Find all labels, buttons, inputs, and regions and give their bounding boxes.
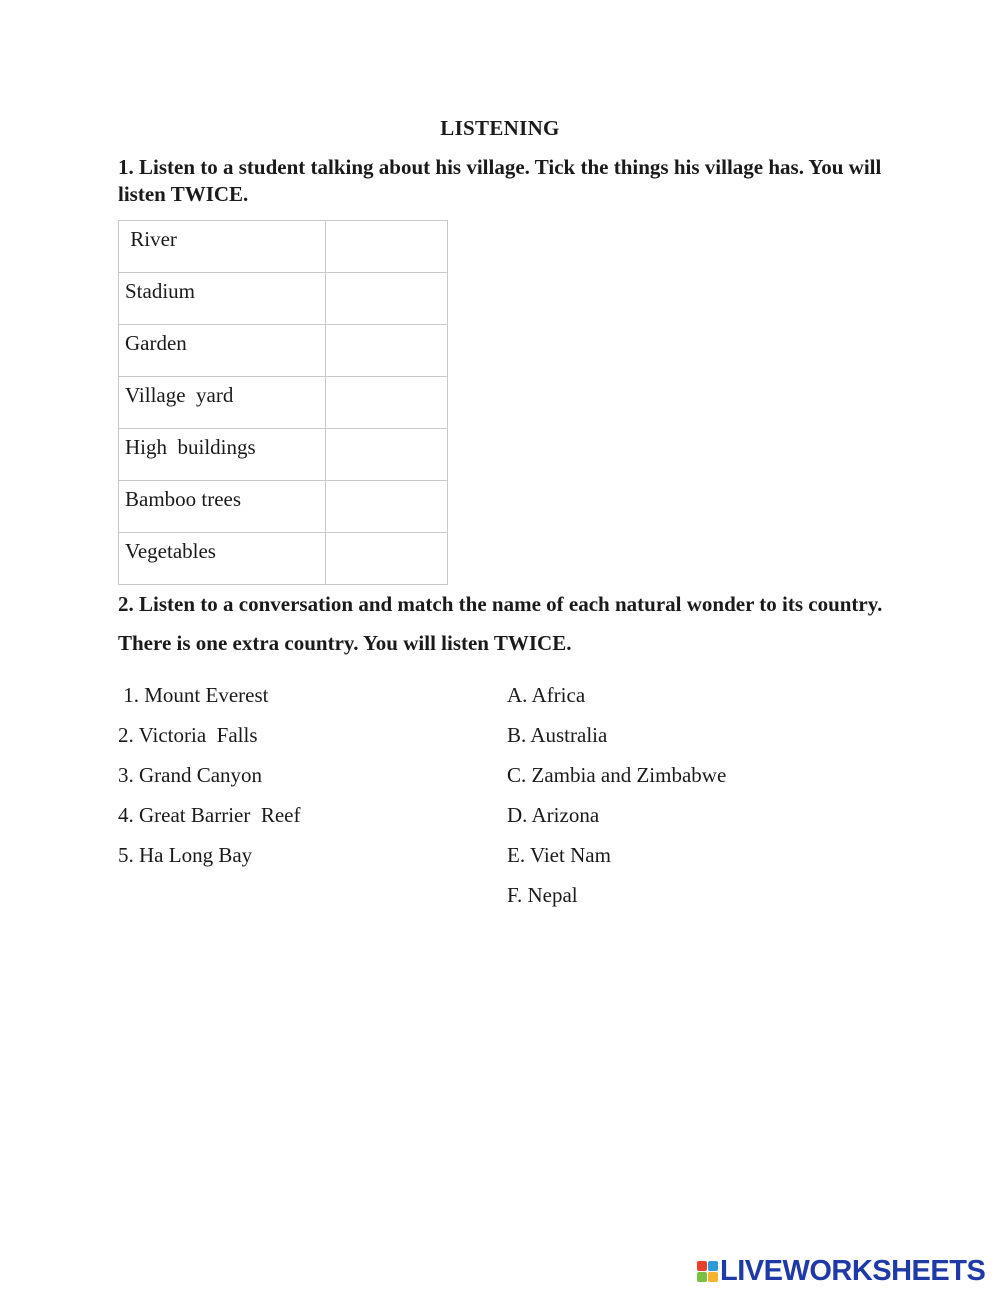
- exercise1-instruction: 1. Listen to a student talking about his village. Tick the things his village has. You will listen TWICE.: [118, 155, 882, 206]
- list-item: D. Arizona: [507, 803, 600, 827]
- item-label: Garden: [119, 325, 326, 377]
- table-row: [119, 221, 448, 273]
- item-label: High buildings: [119, 429, 326, 481]
- tick-table: [118, 220, 448, 585]
- tick-box[interactable]: [325, 533, 448, 585]
- wonders-list: [118, 675, 301, 875]
- item-label: Vegetables: [119, 533, 326, 585]
- table-row: [119, 377, 448, 429]
- logo-text: LIVEWORKSHEETS: [720, 1254, 986, 1287]
- table-row: [119, 481, 448, 533]
- list-item: C. Zambia and Zimbabwe: [507, 763, 727, 787]
- list-item: 3. Grand Canyon: [118, 763, 263, 787]
- list-item: B. Australia: [507, 723, 608, 747]
- liveworksheets-logo: [697, 1254, 985, 1288]
- countries-list: [507, 675, 726, 915]
- table-row: [119, 273, 448, 325]
- tick-box[interactable]: [325, 221, 448, 273]
- list-item: E. Viet Nam: [507, 843, 611, 867]
- logo-block: [697, 1272, 707, 1282]
- tick-box[interactable]: [325, 325, 448, 377]
- table-row: [119, 533, 448, 585]
- list-item: 5. Ha Long Bay: [118, 843, 253, 867]
- list-item: A. Africa: [507, 683, 586, 707]
- logo-blocks-icon: [697, 1261, 718, 1282]
- table-row: [119, 429, 448, 481]
- logo-block: [697, 1261, 707, 1271]
- list-item: 4. Great Barrier Reef: [118, 803, 301, 827]
- tick-box[interactable]: [325, 273, 448, 325]
- exercise2-instruction: 2. Listen to a conversation and match the name of each natural wonder to its country. There is one extra country. You will listen TWICE.: [118, 592, 883, 655]
- item-label: Bamboo trees: [119, 481, 326, 533]
- logo-block: [708, 1272, 718, 1282]
- logo-block: [708, 1261, 718, 1271]
- table-row: [119, 325, 448, 377]
- tick-box[interactable]: [325, 481, 448, 533]
- list-item: F. Nepal: [507, 883, 578, 907]
- list-item: 1. Mount Everest: [118, 683, 269, 707]
- item-label: River: [119, 221, 326, 273]
- tick-box[interactable]: [325, 429, 448, 481]
- page-title: LISTENING: [440, 116, 560, 140]
- tick-box[interactable]: [325, 377, 448, 429]
- item-label: Stadium: [119, 273, 326, 325]
- list-item: 2. Victoria Falls: [118, 723, 258, 747]
- item-label: Village yard: [119, 377, 326, 429]
